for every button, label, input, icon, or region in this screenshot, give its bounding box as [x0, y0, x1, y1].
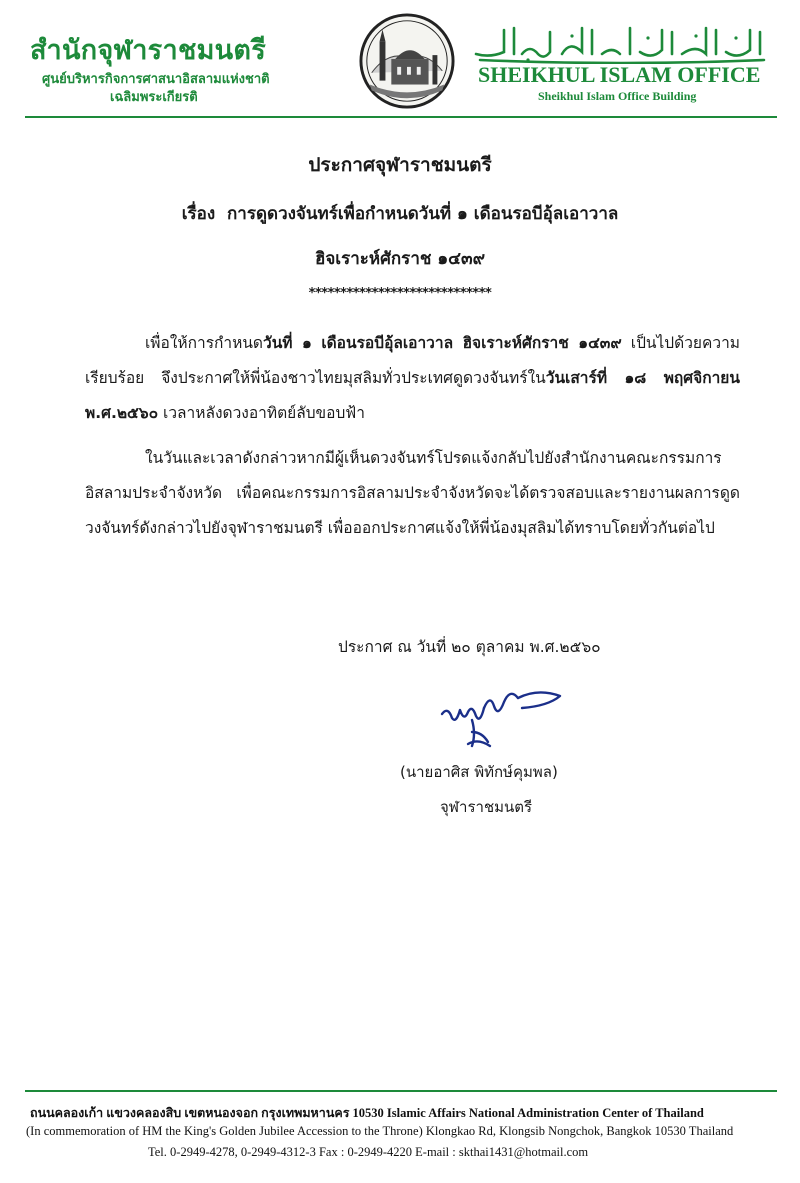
signer-position: จุฬาราชมนตรี: [440, 798, 533, 816]
english-office-title: SHEIKHUL ISLAM OFFICE: [478, 62, 761, 87]
english-office-subtitle: Sheikhul Islam Office Building: [538, 89, 697, 103]
paragraph-1-end: เวลาหลังดวงอาทิตย์ลับขอบฟ้า: [158, 404, 365, 422]
subject-label: เรื่อง: [181, 204, 216, 224]
paragraph-1-bold-date: วันที่ ๑ เดือนรอบีอุ้ลเอาวาล ฮิจเราะห์ศักราช ๑๔๓๙: [263, 334, 622, 352]
body-paragraph-1: [85, 326, 740, 431]
announcement-date: ประกาศ ณ วันที่ ๒๐ ตุลาคม พ.ศ.๒๕๖๐: [338, 638, 601, 656]
document-subject: [0, 200, 800, 227]
mosque-emblem-icon: [358, 12, 456, 110]
paragraph-1-intro: เพื่อให้การกำหนด: [145, 334, 263, 352]
document-subject-line-2: ฮิจเราะห์ศักราช ๑๔๓๙: [314, 249, 486, 269]
footer-address-line: ถนนคลองเก้า แขวงคลองสิบ เขตหนองจอก กรุงเทพมหานคร 10530 Islamic Affairs National Administration Center of Thailand: [30, 1106, 704, 1120]
handwritten-signature: [438, 684, 566, 750]
footer-contact-line: Tel. 0-2949-4278, 0-2949-4312-3 Fax : 0-2949-4220 E-mail : skthai1431@hotmail.com: [148, 1145, 589, 1159]
footer-commemoration-line: (In commemoration of HM the King's Golden Jubilee Accession to the Throne) Klongkao Rd, Klongsib Nongchok, Bangkok 10530 Thailand: [26, 1124, 734, 1138]
paragraph-1-middle: เป็นไปด้วยความเรียบร้อย จึงประกาศให้พี่น้องชาวไทยมุสลิมทั่วประเทศดูดวงจันทร์ใน: [85, 334, 740, 387]
thai-office-title: สำนักจุฬาราชมนตรี: [30, 35, 267, 66]
document-title: ประกาศจุฬาราชมนตรี: [308, 154, 492, 176]
header-divider: [25, 116, 777, 118]
thai-office-subtitle: ศูนย์บริหารกิจการศาสนาอิสลามแห่งชาติ: [42, 72, 270, 87]
paragraph-1-bold-observation-date: วันเสาร์ที่ ๑๘ พฤศจิกายน พ.ศ.๒๕๖๐: [85, 369, 740, 422]
arabic-title-calligraphy: [470, 22, 770, 64]
thai-office-subtitle-2: เฉลิมพระเกียรติ: [110, 90, 198, 105]
footer-divider: [25, 1090, 777, 1092]
asterisk-separator: *****************************: [308, 286, 492, 301]
signer-name: (นายอาศิส พิทักษ์คุมพล): [400, 763, 558, 781]
body-paragraph-2: ในวันและเวลาดังกล่าวหากมีผู้เห็นดวงจันทร์โปรดแจ้งกลับไปยังสำนักงานคณะกรรมการอิสลามประจำจังหวัด เพื่อคณะกรรมการอิสลามประจำจังหวัดจะได้ตรวจสอบและรายงานผลการดูดวงจันทร์ดังกล่าวไปยังจุฬาราชมนตรี เพื่อออกประกาศแจ้งให้พี่น้องมุสลิมได้ทราบโดยทั่วกันต่อไป: [85, 449, 740, 537]
subject-text: การดูดวงจันทร์เพื่อกำหนดวันที่ ๑ เดือนรอบีอุ้ลเอาวาล: [227, 204, 619, 224]
